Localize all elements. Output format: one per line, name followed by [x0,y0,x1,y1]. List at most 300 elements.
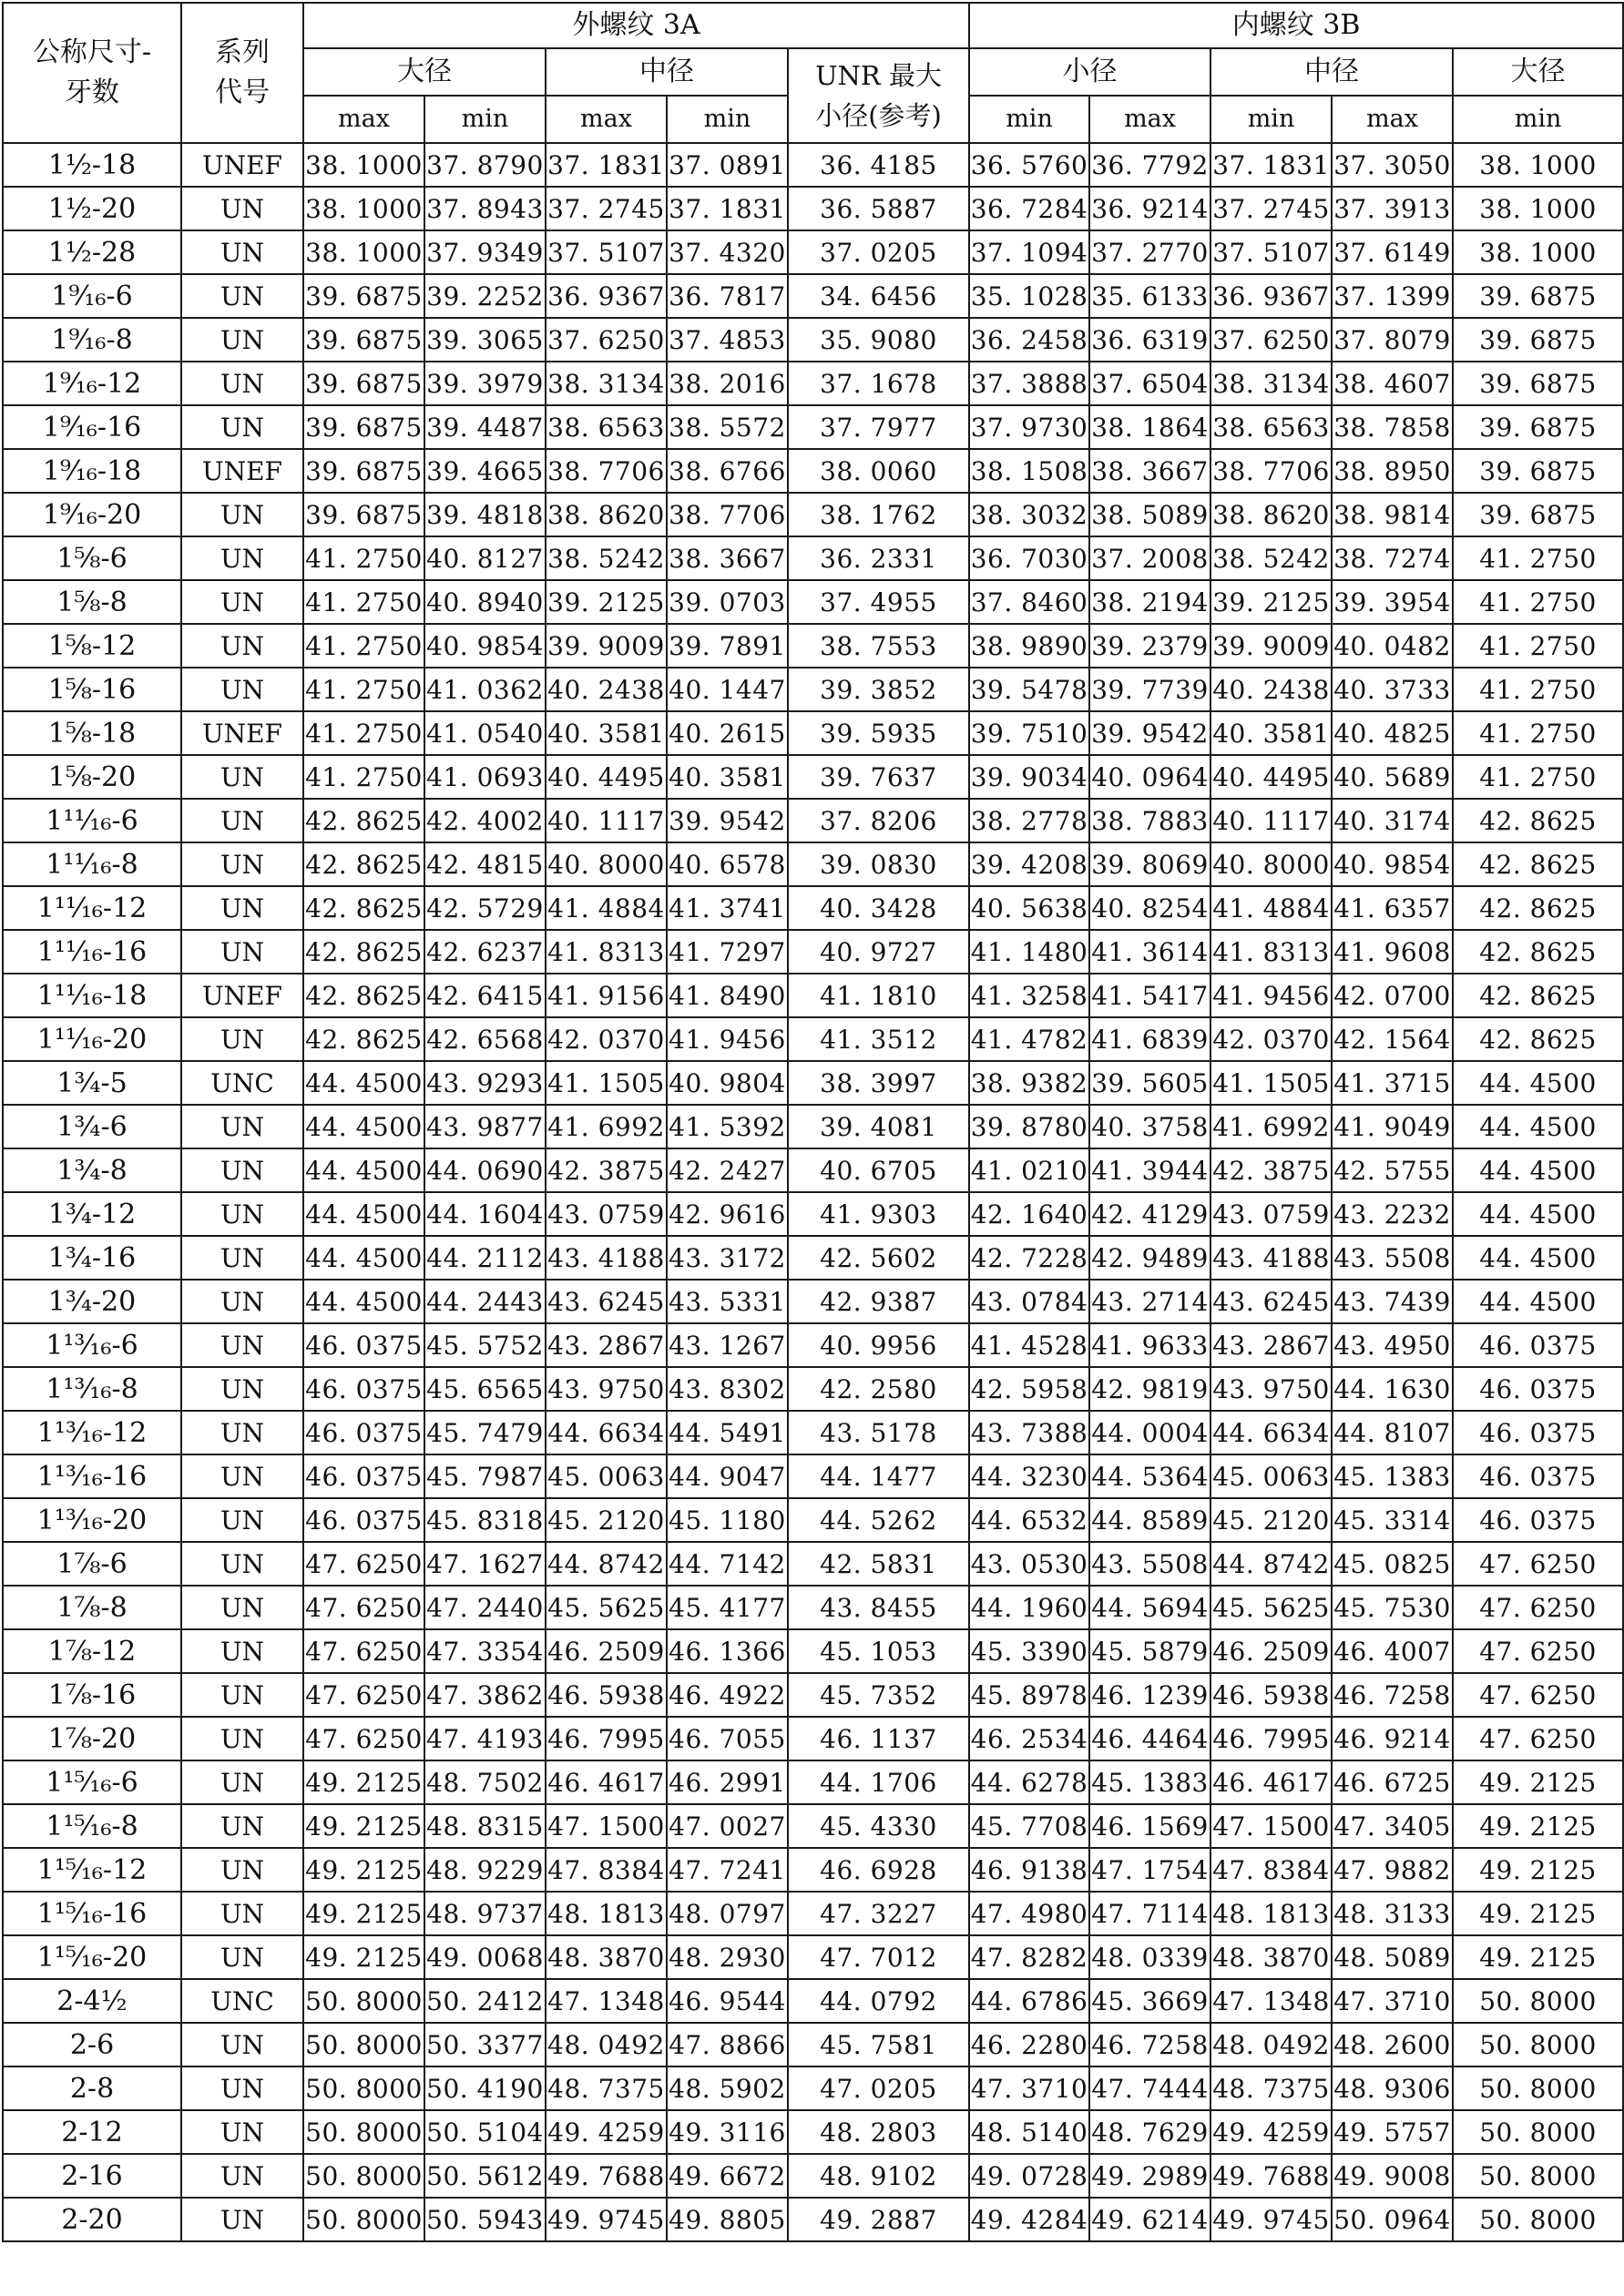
int-minor-max-cell: 44. 5364 [1089,1454,1210,1498]
ext-pitch-min-cell: 38. 6766 [667,449,788,493]
size-cell: 1½-28 [3,230,181,274]
ext-major-max-cell: 44. 4500 [303,1148,424,1192]
int-minor-max-cell: 47. 1754 [1089,1848,1210,1892]
int-pitch-max-cell: 47. 3405 [1332,1804,1453,1848]
size-cell: 1⁹⁄₁₆-16 [3,405,181,449]
size-cell: 1¹⁵⁄₁₆-8 [3,1804,181,1848]
ext-pitch-min-cell: 46. 2991 [667,1760,788,1804]
series-cell: UN [181,2198,303,2241]
ext-pitch-max-cell: 37. 5107 [546,230,667,274]
ext-pitch-max-cell: 48. 0492 [546,2023,667,2066]
ext-major-min-cell: 39. 4818 [424,493,546,536]
unr-minor-max-cell: 37. 1678 [788,362,969,405]
int-major-min-cell: 41. 2750 [1453,536,1623,580]
ext-major-max-cell: 42. 8625 [303,886,424,930]
ext-pitch-max-cell: 43. 6245 [546,1280,667,1323]
ext-pitch-min-cell: 38. 7706 [667,493,788,536]
ext-pitch-min-cell: 46. 4922 [667,1673,788,1717]
table-row [3,842,1623,886]
ext-pitch-max-cell: 37. 2745 [546,187,667,230]
unr-minor-max-cell: 38. 3997 [788,1061,969,1105]
table-row [3,1148,1623,1192]
ext-major-min-cell: 47. 1627 [424,1542,546,1586]
ext-pitch-min-cell: 43. 5331 [667,1280,788,1323]
ext-major-max-cell: 49. 2125 [303,1848,424,1892]
unr-minor-max-cell: 45. 1053 [788,1629,969,1673]
ext-major-min-cell: 42. 6415 [424,974,546,1017]
ext-major-max-cell: 46. 0375 [303,1411,424,1454]
table-row [3,187,1623,230]
int-pitch-min-cell: 44. 6634 [1210,1411,1332,1454]
ext-pitch-max-cell: 38. 8620 [546,493,667,536]
int-pitch-min-cell: 43. 2867 [1210,1323,1332,1367]
ext-pitch-min-cell: 47. 7241 [667,1848,788,1892]
int-minor-max-cell: 35. 6133 [1089,274,1210,318]
unr-minor-max-cell: 39. 4081 [788,1105,969,1148]
int-pitch-max-cell: 40. 0482 [1332,624,1453,668]
ext-major-min-cell: 39. 3979 [424,362,546,405]
int-minor-min-cell: 39. 4208 [969,842,1089,886]
int-minor-min-cell: 40. 5638 [969,886,1089,930]
ext-pitch-min-cell: 39. 9542 [667,799,788,842]
ext-major-max-cell: 46. 0375 [303,1498,424,1542]
table-row [3,1979,1623,2023]
ext-pitch-max-cell: 47. 1500 [546,1804,667,1848]
ext-major-max-cell: 44. 4500 [303,1105,424,1148]
ext-major-max-cell: 41. 2750 [303,755,424,799]
size-cell: 1⁹⁄₁₆-6 [3,274,181,318]
unr-minor-max-cell: 39. 5935 [788,711,969,755]
ext-major-max-cell: 41. 2750 [303,536,424,580]
int-pitch-min-cell: 47. 1348 [1210,1979,1332,2023]
int-minor-max-cell: 45. 1383 [1089,1760,1210,1804]
size-cell: 2-16 [3,2154,181,2198]
ext-pitch-max-cell: 45. 0063 [546,1454,667,1498]
size-cell: 1¹⁵⁄₁₆-16 [3,1892,181,1935]
ext-pitch-max-cell: 46. 5938 [546,1673,667,1717]
int-minor-max-cell: 38. 5089 [1089,493,1210,536]
int-pitch-min-cell: 37. 2745 [1210,187,1332,230]
table-row [3,1411,1623,1454]
ext-major-min-cell: 41. 0362 [424,668,546,711]
size-cell: 1¹³⁄₁₆-6 [3,1323,181,1367]
unr-minor-max-cell: 47. 0205 [788,2066,969,2110]
ext-major-max-cell: 49. 2125 [303,1804,424,1848]
int-major-min-cell: 44. 4500 [1453,1148,1623,1192]
series-cell: UN [181,842,303,886]
int-minor-min-cell: 36. 5760 [969,143,1089,187]
int-major-min-cell: 49. 2125 [1453,1848,1623,1892]
ext-pitch-min-cell: 46. 1366 [667,1629,788,1673]
series-cell: UN [181,580,303,624]
int-pitch-min-cell: 44. 8742 [1210,1542,1332,1586]
int-minor-min-cell: 41. 4782 [969,1017,1089,1061]
table-row [3,1061,1623,1105]
int-major-min-cell: 50. 8000 [1453,2066,1623,2110]
ext-major-max-cell: 42. 8625 [303,974,424,1017]
ext-major-min-cell: 50. 5943 [424,2198,546,2241]
int-pitch-max-cell: 40. 3174 [1332,799,1453,842]
unr-minor-max-cell: 48. 9102 [788,2154,969,2198]
ext-pitch-min-cell: 47. 8866 [667,2023,788,2066]
ext-pitch-min-cell: 40. 6578 [667,842,788,886]
ext-major-max-cell: 50. 8000 [303,2110,424,2154]
unr-minor-max-cell: 43. 5178 [788,1411,969,1454]
int-pitch-max-cell: 37. 6149 [1332,230,1453,274]
int-pitch-max-cell: 38. 4607 [1332,362,1453,405]
int-minor-max-cell: 39. 9542 [1089,711,1210,755]
int-minor-min-cell: 36. 2458 [969,318,1089,362]
table-row [3,1935,1623,1979]
int-pitch-min-cell: 38. 3134 [1210,362,1332,405]
int-minor-max-cell: 38. 1864 [1089,405,1210,449]
ext-pitch-max-cell: 43. 4188 [546,1236,667,1280]
series-cell: UN [181,1498,303,1542]
ext-pitch-max-cell: 43. 2867 [546,1323,667,1367]
thread-dimension-table [2,2,1624,2242]
ext-pitch-min-cell: 44. 7142 [667,1542,788,1586]
series-cell: UN [181,1411,303,1454]
ext-major-max-cell: 49. 2125 [303,1892,424,1935]
size-cell: 1¾-20 [3,1280,181,1323]
ext-pitch-max-cell: 46. 7995 [546,1717,667,1760]
int-minor-max-cell: 40. 0964 [1089,755,1210,799]
int-pitch-min-cell: 38. 7706 [1210,449,1332,493]
size-cell: 2-12 [3,2110,181,2154]
ext-major-max-cell: 39. 6875 [303,362,424,405]
ext-pitch-max-cell: 42. 3875 [546,1148,667,1192]
ext-major-min-cell: 48. 8315 [424,1804,546,1848]
ext-major-min-cell: 47. 3862 [424,1673,546,1717]
ext-major-min-cell: 40. 8940 [424,580,546,624]
int-pitch-min-cell: 37. 1831 [1210,143,1332,187]
series-cell: UN [181,2110,303,2154]
ext-major-max-cell: 44. 4500 [303,1192,424,1236]
int-minor-min-cell: 43. 7388 [969,1411,1089,1454]
ext-major-min-cell: 45. 7479 [424,1411,546,1454]
int-pitch-min-cell: 43. 4188 [1210,1236,1332,1280]
ext-pitch-min-cell: 48. 5902 [667,2066,788,2110]
ext-pitch-max-cell: 41. 8313 [546,930,667,974]
size-cell: 1⅝-16 [3,668,181,711]
int-pitch-max-cell: 40. 3733 [1332,668,1453,711]
ext-major-min-cell: 45. 7987 [424,1454,546,1498]
int-minor-min-cell: 44. 6786 [969,1979,1089,2023]
table-row [3,2110,1623,2154]
ext-pitch-max-cell: 47. 1348 [546,1979,667,2023]
unr-minor-max-cell: 40. 3428 [788,886,969,930]
ext-major-max-cell: 38. 1000 [303,187,424,230]
int-pitch-max-cell: 46. 7258 [1332,1673,1453,1717]
size-cell: 1¹⁵⁄₁₆-20 [3,1935,181,1979]
int-pitch-min-cell: 38. 6563 [1210,405,1332,449]
unr-minor-max-cell: 40. 6705 [788,1148,969,1192]
int-minor-max-cell: 36. 6319 [1089,318,1210,362]
int-pitch-max-cell: 50. 0964 [1332,2198,1453,2241]
size-cell: 1⅝-12 [3,624,181,668]
int-pitch-max-cell: 41. 6357 [1332,886,1453,930]
int-minor-min-cell: 46. 9138 [969,1848,1089,1892]
size-cell: 1⁹⁄₁₆-18 [3,449,181,493]
ext-pitch-max-cell: 41. 1505 [546,1061,667,1105]
ext-pitch-min-cell: 41. 9456 [667,1017,788,1061]
int-major-min-cell: 50. 8000 [1453,2023,1623,2066]
int-minor-min-cell: 47. 3710 [969,2066,1089,2110]
ext-major-max-cell: 39. 6875 [303,274,424,318]
table-row [3,449,1623,493]
ext-major-max-cell: 47. 6250 [303,1673,424,1717]
ext-major-min-cell: 42. 6237 [424,930,546,974]
table-row [3,143,1623,187]
table-row [3,1542,1623,1586]
int-minor-max-cell: 41. 5417 [1089,974,1210,1017]
int-minor-max-cell: 36. 9214 [1089,187,1210,230]
unr-minor-max-cell: 45. 7581 [788,2023,969,2066]
size-cell: 1¹³⁄₁₆-20 [3,1498,181,1542]
series-cell: UN [181,1935,303,1979]
int-minor-min-cell: 49. 4284 [969,2198,1089,2241]
int-minor-min-cell: 37. 3888 [969,362,1089,405]
ext-major-max-cell: 41. 2750 [303,711,424,755]
int-pitch-max-cell: 46. 9214 [1332,1717,1453,1760]
ext-major-min-cell: 39. 2252 [424,274,546,318]
ext-pitch-min-cell: 41. 7297 [667,930,788,974]
int-major-min-cell: 42. 8625 [1453,930,1623,974]
int-pitch-max-cell: 48. 3133 [1332,1892,1453,1935]
ext-major-min-cell: 43. 9877 [424,1105,546,1148]
int-minor-max-cell: 46. 1239 [1089,1673,1210,1717]
int-minor-min-cell: 44. 6278 [969,1760,1089,1804]
ext-pitch-max-cell: 41. 6992 [546,1105,667,1148]
table-row [3,1717,1623,1760]
ext-pitch-max-cell: 41. 9156 [546,974,667,1017]
series-cell: UNEF [181,711,303,755]
int-minor-max-cell: 39. 7739 [1089,668,1210,711]
unr-minor-max-cell: 37. 7977 [788,405,969,449]
ext-pitch-max-cell: 41. 4884 [546,886,667,930]
unr-minor-max-cell: 42. 2580 [788,1367,969,1411]
series-cell: UN [181,799,303,842]
int-minor-min-cell: 36. 7030 [969,536,1089,580]
ext-pitch-min-cell: 42. 9616 [667,1192,788,1236]
int-major-min-cell: 38. 1000 [1453,143,1623,187]
series-cell: UN [181,1236,303,1280]
ext-major-max-cell: 46. 0375 [303,1323,424,1367]
size-cell: 1⅞-6 [3,1542,181,1586]
table-row [3,886,1623,930]
table-row [3,1892,1623,1935]
int-pitch-min-cell: 46. 5938 [1210,1673,1332,1717]
ext-major-min-header: min [424,96,546,143]
ext-pitch-max-cell: 45. 5625 [546,1586,667,1629]
ext-major-max-cell: 50. 8000 [303,1979,424,2023]
series-cell: UNEF [181,143,303,187]
ext-pitch-min-cell: 37. 0891 [667,143,788,187]
unr-minor-max-cell: 37. 0205 [788,230,969,274]
unr-minor-max-cell: 38. 7553 [788,624,969,668]
ext-pitch-max-header: max [546,96,667,143]
table-row [3,1498,1623,1542]
int-major-min-header: min [1453,96,1623,143]
ext-major-max-cell: 47. 6250 [303,1717,424,1760]
series-cell: UN [181,2023,303,2066]
ext-pitch-min-cell: 37. 1831 [667,187,788,230]
unr-minor-max-cell: 38. 1762 [788,493,969,536]
external-thread-group-header: 外螺纹 3A [303,3,969,48]
ext-major-max-cell: 41. 2750 [303,580,424,624]
int-minor-max-cell: 41. 9633 [1089,1323,1210,1367]
int-major-min-cell: 46. 0375 [1453,1367,1623,1411]
ext-major-max-cell: 46. 0375 [303,1367,424,1411]
int-minor-max-cell: 39. 8069 [1089,842,1210,886]
int-minor-min-cell: 47. 4980 [969,1892,1089,1935]
unr-minor-diameter-header: UNR 最大 小径(参考) [788,48,969,143]
int-major-min-cell: 50. 8000 [1453,1979,1623,2023]
size-cell: 1¾-16 [3,1236,181,1280]
int-minor-max-cell: 36. 7792 [1089,143,1210,187]
int-minor-min-cell: 39. 8780 [969,1105,1089,1148]
int-pitch-min-cell: 40. 1117 [1210,799,1332,842]
ext-pitch-min-cell: 38. 2016 [667,362,788,405]
int-pitch-min-cell: 45. 0063 [1210,1454,1332,1498]
unr-minor-max-cell: 44. 0792 [788,1979,969,2023]
int-pitch-max-cell: 47. 3710 [1332,1979,1453,2023]
int-minor-max-cell: 45. 5879 [1089,1629,1210,1673]
int-minor-max-cell: 39. 5605 [1089,1061,1210,1105]
int-minor-min-cell: 42. 5958 [969,1367,1089,1411]
table-row [3,668,1623,711]
ext-pitch-max-cell: 39. 9009 [546,624,667,668]
ext-major-min-cell: 42. 4815 [424,842,546,886]
int-minor-min-cell: 43. 0530 [969,1542,1089,1586]
int-pitch-min-cell: 36. 9367 [1210,274,1332,318]
int-pitch-min-cell: 46. 2509 [1210,1629,1332,1673]
size-cell: 1¹¹⁄₁₆-8 [3,842,181,886]
int-minor-max-cell: 38. 3667 [1089,449,1210,493]
int-minor-max-cell: 44. 5694 [1089,1586,1210,1629]
ext-major-max-cell: 50. 8000 [303,2066,424,2110]
int-minor-min-cell: 38. 1508 [969,449,1089,493]
series-cell: UN [181,187,303,230]
unr-minor-max-cell: 45. 4330 [788,1804,969,1848]
series-cell: UN [181,1105,303,1148]
int-pitch-max-cell: 37. 8079 [1332,318,1453,362]
int-minor-max-cell: 45. 3669 [1089,1979,1210,2023]
int-minor-max-cell: 37. 2008 [1089,536,1210,580]
ext-pitch-min-cell: 43. 1267 [667,1323,788,1367]
int-pitch-max-cell: 42. 0700 [1332,974,1453,1017]
int-minor-min-cell: 37. 1094 [969,230,1089,274]
table-row [3,230,1623,274]
int-pitch-max-cell: 48. 5089 [1332,1935,1453,1979]
int-major-min-cell: 49. 2125 [1453,1804,1623,1848]
ext-major-min-cell: 39. 4665 [424,449,546,493]
ext-major-max-cell: 39. 6875 [303,493,424,536]
table-row [3,1323,1623,1367]
int-major-min-cell: 47. 6250 [1453,1673,1623,1717]
unr-minor-max-cell: 43. 8455 [788,1586,969,1629]
int-pitch-max-header: max [1332,96,1453,143]
ext-pitch-max-cell: 38. 5242 [546,536,667,580]
ext-pitch-max-cell: 40. 8000 [546,842,667,886]
int-minor-min-cell: 41. 3258 [969,974,1089,1017]
ext-major-min-cell: 43. 9293 [424,1061,546,1105]
int-pitch-max-cell: 47. 9882 [1332,1848,1453,1892]
series-cell: UN [181,1280,303,1323]
table-row [3,362,1623,405]
unr-minor-max-cell: 46. 6928 [788,1848,969,1892]
int-major-min-cell: 44. 4500 [1453,1061,1623,1105]
int-pitch-max-cell: 48. 9306 [1332,2066,1453,2110]
ext-pitch-min-cell: 41. 8490 [667,974,788,1017]
series-cell: UN [181,405,303,449]
int-pitch-max-cell: 42. 5755 [1332,1148,1453,1192]
size-cell: 1¾-5 [3,1061,181,1105]
series-cell: UN [181,1367,303,1411]
unr-minor-max-cell: 44. 1477 [788,1454,969,1498]
int-pitch-min-cell: 42. 0370 [1210,1017,1332,1061]
table-row [3,1367,1623,1411]
ext-major-min-cell: 37. 8790 [424,143,546,187]
ext-pitch-max-cell: 45. 2120 [546,1498,667,1542]
size-cell: 1⅞-20 [3,1717,181,1760]
size-cell: 2-8 [3,2066,181,2110]
series-cell: UN [181,493,303,536]
series-cell: UNEF [181,449,303,493]
series-cell: UN [181,1454,303,1498]
table-row [3,274,1623,318]
int-major-min-cell: 49. 2125 [1453,1760,1623,1804]
series-cell: UN [181,362,303,405]
int-pitch-min-cell: 40. 3581 [1210,711,1332,755]
table-row [3,755,1623,799]
int-pitch-max-cell: 43. 7439 [1332,1280,1453,1323]
ext-pitch-max-cell: 37. 1831 [546,143,667,187]
int-minor-min-cell: 47. 8282 [969,1935,1089,1979]
int-minor-max-cell: 43. 5508 [1089,1542,1210,1586]
unr-minor-max-cell: 49. 2887 [788,2198,969,2241]
ext-pitch-max-cell: 43. 9750 [546,1367,667,1411]
ext-major-max-cell: 44. 4500 [303,1061,424,1105]
int-major-min-cell: 41. 2750 [1453,624,1623,668]
int-minor-max-cell: 43. 2714 [1089,1280,1210,1323]
ext-pitch-max-cell: 47. 8384 [546,1848,667,1892]
int-major-min-cell: 42. 8625 [1453,886,1623,930]
int-minor-min-header: min [969,96,1089,143]
ext-pitch-min-cell: 43. 8302 [667,1367,788,1411]
table-row [3,2198,1623,2241]
ext-pitch-min-cell: 39. 0703 [667,580,788,624]
series-cell: UN [181,624,303,668]
ext-pitch-min-cell: 49. 3116 [667,2110,788,2154]
table-row [3,405,1623,449]
size-cell: 1½-18 [3,143,181,187]
ext-pitch-min-cell: 37. 4320 [667,230,788,274]
ext-major-min-cell: 40. 9854 [424,624,546,668]
int-pitch-max-cell: 37. 3913 [1332,187,1453,230]
ext-major-min-cell: 42. 4002 [424,799,546,842]
int-major-min-cell: 42. 8625 [1453,799,1623,842]
ext-pitch-min-cell: 38. 5572 [667,405,788,449]
series-column-header: 系列 代号 [181,3,303,143]
size-cell: 1⅞-16 [3,1673,181,1717]
series-cell: UN [181,1848,303,1892]
ext-pitch-min-cell: 41. 5392 [667,1105,788,1148]
int-major-min-cell: 44. 4500 [1453,1105,1623,1148]
ext-major-min-cell: 50. 3377 [424,2023,546,2066]
int-minor-max-cell: 48. 0339 [1089,1935,1210,1979]
size-cell: 1⁹⁄₁₆-8 [3,318,181,362]
